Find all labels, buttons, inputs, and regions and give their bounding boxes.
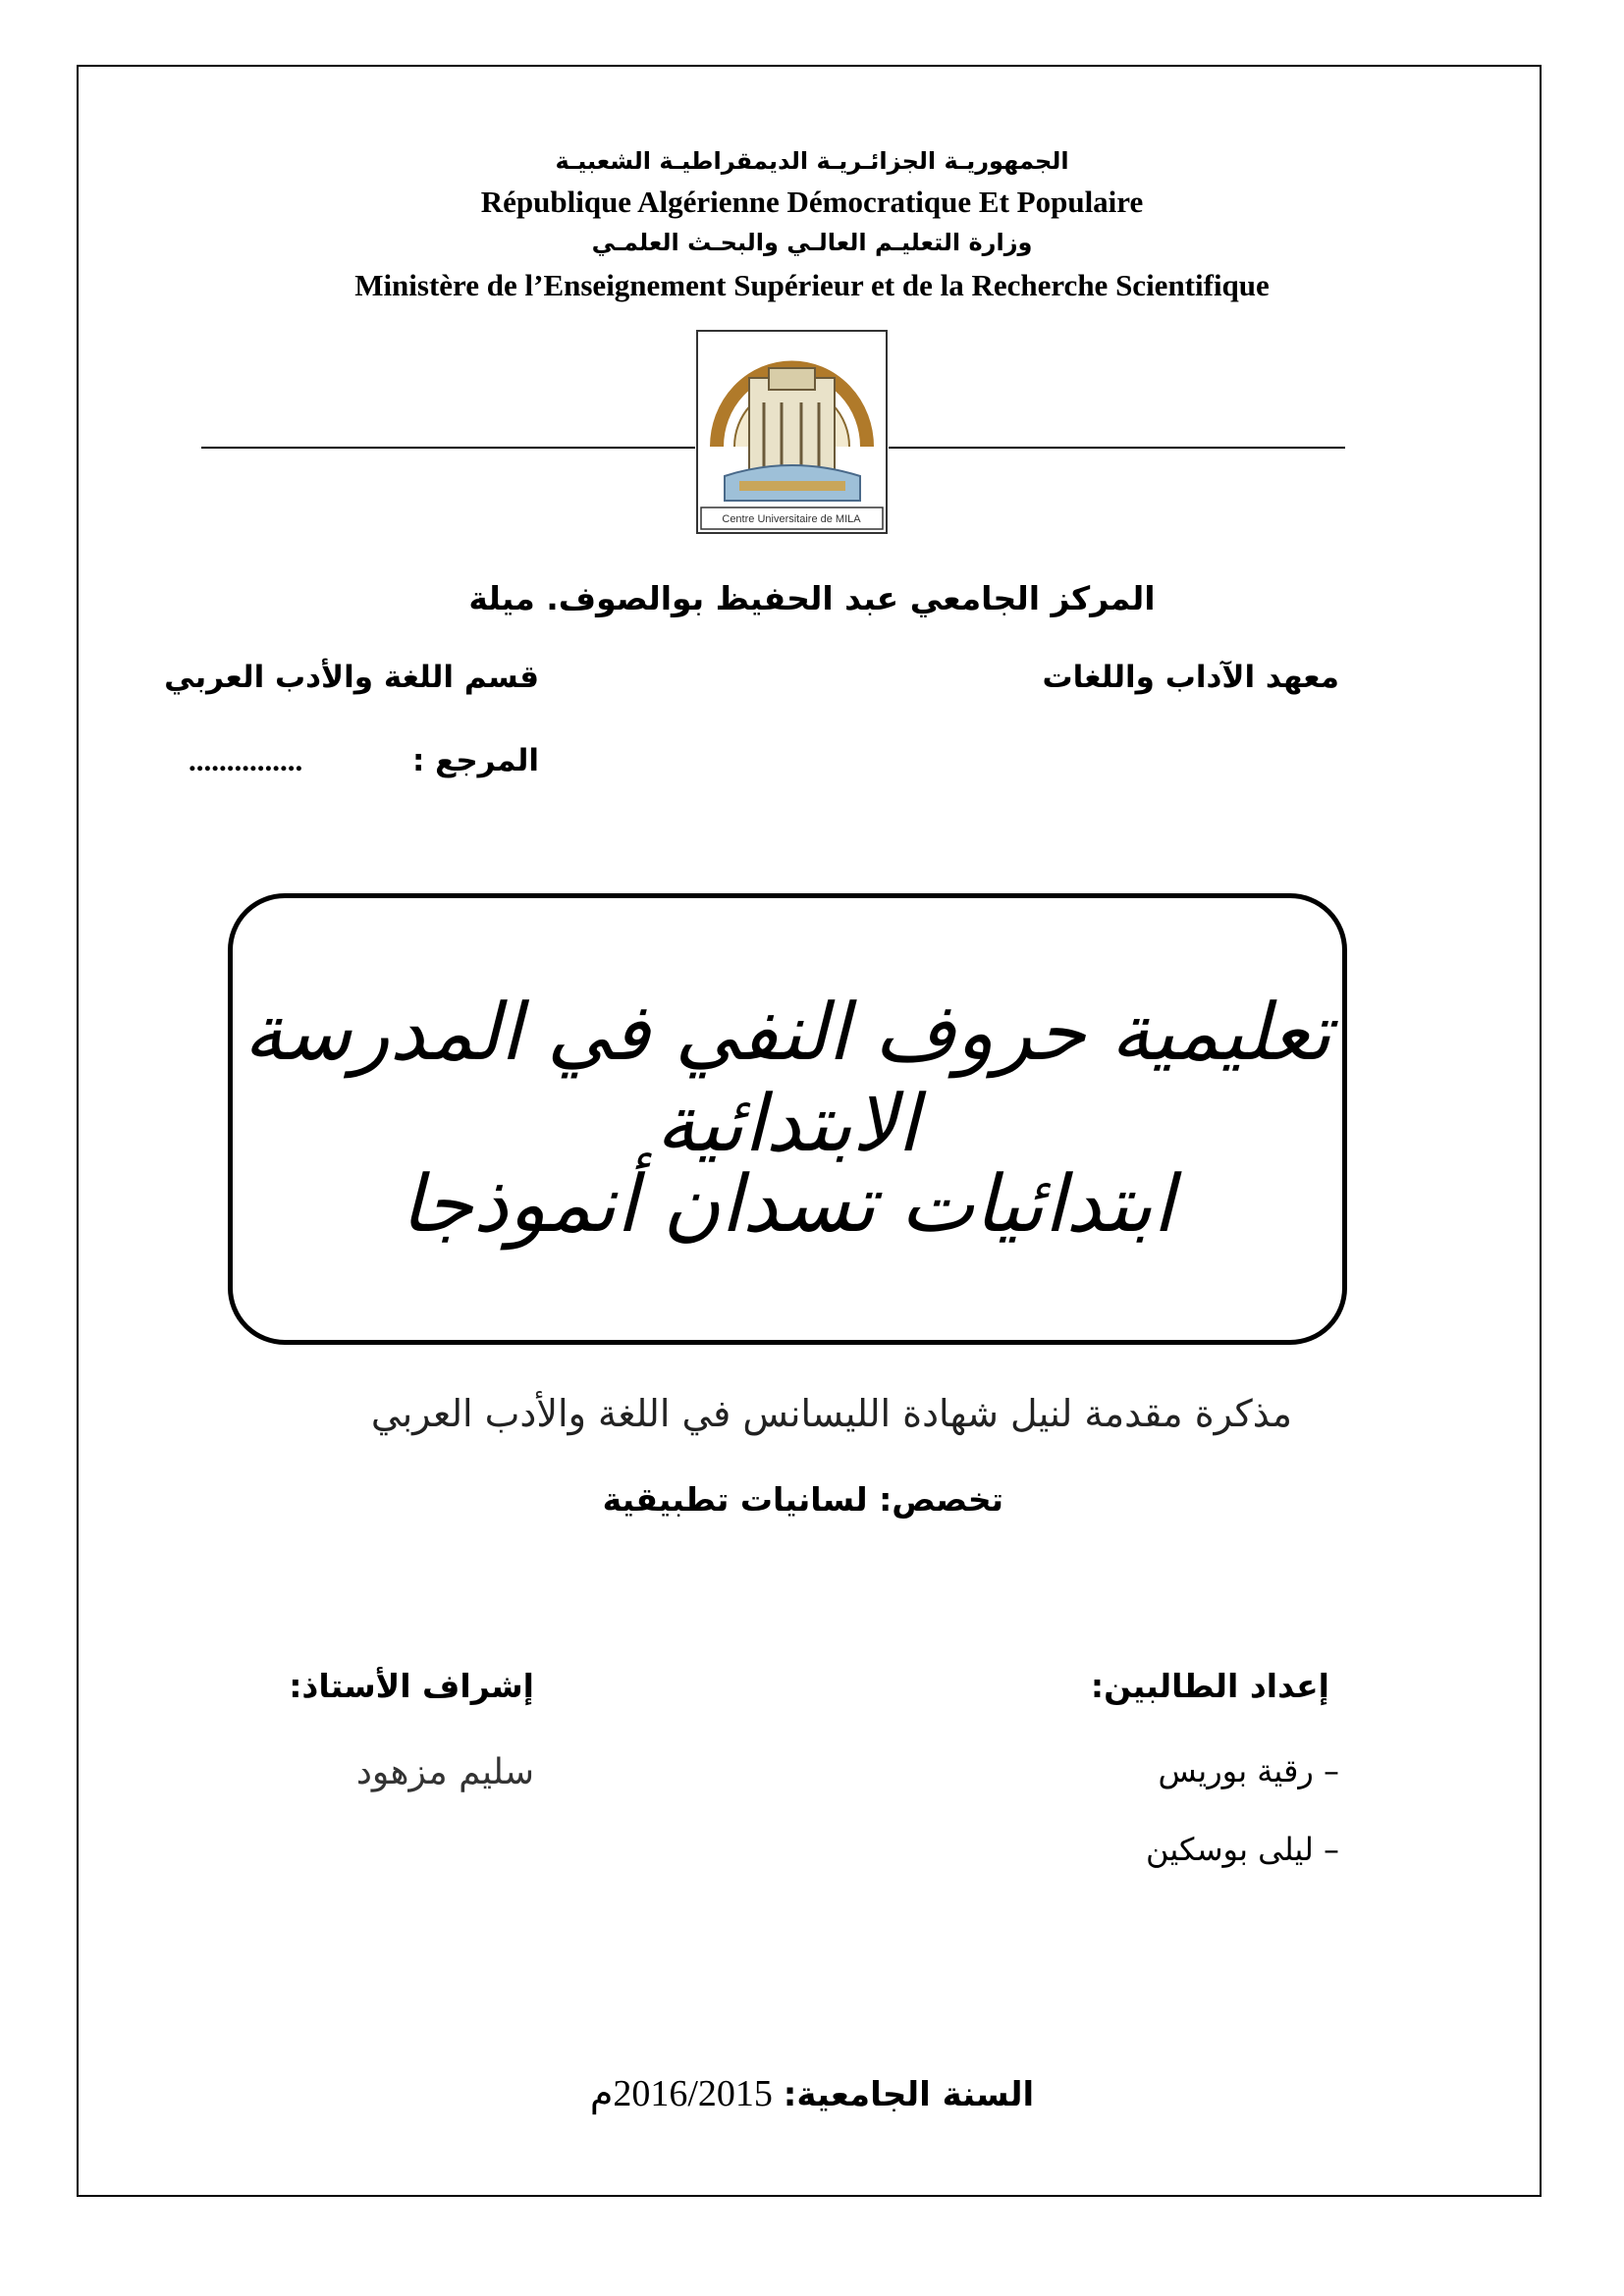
specialty: تخصص: لسانيات تطبيقية	[602, 1480, 1003, 1519]
student-name: – رقية بوريس	[1158, 1752, 1339, 1789]
divider-right	[889, 447, 1345, 449]
academic-year-value: 2016/2015م	[589, 2073, 773, 2114]
academic-year	[0, 2071, 1624, 2115]
header-ministry-arabic: وزارة التعليـم العالـي والبحـث العلمـي	[591, 229, 1033, 256]
reference-label: المرجع :	[411, 743, 539, 778]
header-ministry-french: Ministère de l’Enseignement Supérieur et de la Recherche Scientifique	[354, 268, 1270, 302]
department-name: قسم اللغة والأدب العربي	[164, 660, 539, 695]
header-republic-arabic: الجمهوريـة الجزائـريـة الديمقراطيـة الشعبيـة	[555, 147, 1069, 175]
student-name: – ليلى بوسكين	[1146, 1831, 1339, 1868]
title-box	[228, 893, 1347, 1345]
institute-name: معهد الآداب واللغات	[1042, 660, 1339, 695]
prepared-by-label: إعداد الطالبين:	[1090, 1667, 1329, 1705]
logo-caption: Centre Universitaire de MILA	[722, 513, 861, 525]
reference-value: ...............	[189, 743, 303, 777]
thesis-title-line-2: ابتدائيات تسدان أنموذجا	[401, 1158, 1174, 1250]
university-logo	[695, 329, 889, 535]
divider-left	[201, 447, 695, 449]
academic-year-label: السنة الجامعية:	[783, 2075, 1035, 2114]
header-republic-french: République Algérienne Démocratique Et Populaire	[480, 185, 1144, 219]
thesis-title-line-1: تعليمية حروف النفي في المدرسة الابتدائية	[244, 987, 1331, 1169]
university-center-name: المركز الجامعي عبد الحفيظ بوالصوف. ميلة	[468, 579, 1156, 617]
supervisor-label: إشراف الأستاذ:	[289, 1667, 534, 1705]
supervisor-name: سليم مزهود	[355, 1752, 534, 1792]
memo-description: مذكرة مقدمة لنيل شهادة الليسانس في اللغة والأدب العربي	[370, 1392, 1292, 1435]
